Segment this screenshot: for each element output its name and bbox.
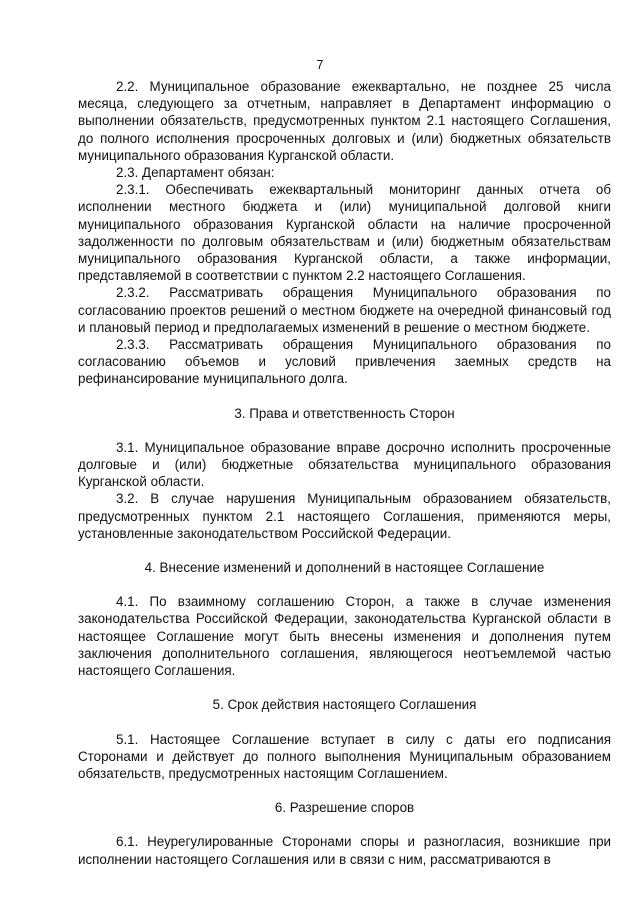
paragraph-5-1: 5.1. Настоящее Соглашение вступает в силу с даты его подписания Сторонами и действует до полного выполнения Муниципальным образованием обязательств, предусмотренных настоящим Соглашением. [78, 731, 611, 781]
paragraph-2-3-1: 2.3.1. Обеспечивать ежеквартальный мониторинг данных отчета об исполнении местного бюджета и (или) муниципальной долговой книги муниципального образования Курганской области на наличие просроченной задолженности по долговым обязательствам и (или) бюджетным обязательствам муниципального образования Курганской области, а также информации, представляемой в соответствии с пунктом 2.2 настоящего Соглашения. [78, 182, 611, 284]
section-heading-4: 4. Внесение изменений и дополнений в настоящее Соглашение [144, 560, 545, 576]
paragraph-3-2: 3.2. В случае нарушения Муниципальным образованием обязательств, предусмотренных пунктом 2.1 настоящего Соглашения, применяются меры, установленные законодательством Российской Федерации. [78, 491, 611, 541]
paragraph-6-1: 6.1. Неурегулированные Сторонами споры и разногласия, возникшие при исполнении настоящего Соглашения или в связи с ним, рассматриваются в [78, 834, 611, 867]
paragraph-2-3: 2.3. Департамент обязан: [116, 165, 275, 181]
section-heading-3: 3. Права и ответственность Сторон [234, 405, 455, 421]
section-heading-5: 5. Срок действия настоящего Соглашения [212, 697, 477, 713]
paragraph-2-3-2: 2.3.2. Рассматривать обращения Муниципального образования по согласованию проектов решений о местном бюджете на очередной финансовый год и плановый период и предполагаемых изменений в решение о местном бюджете. [78, 285, 611, 335]
paragraph-4-1: 4.1. По взаимному соглашению Сторон, а также в случае изменения законодательства Российской Федерации, законодательства Курганской области в настоящее Соглашение могут быть внесены изменения и дополнения путем заключения дополнительного соглашения, являющегося неотъемлемой частью настоящего Соглашения. [78, 594, 611, 679]
paragraph-2-3-3: 2.3.3. Рассматривать обращения Муниципального образования по согласованию объемов и условий привлечения заемных средств на рефинансирование муниципального долга. [78, 337, 611, 387]
document-body [78, 78, 611, 868]
section-heading-6: 6. Разрешение споров [274, 800, 415, 816]
paragraph-2-2: 2.2. Муниципальное образование ежеквартально, не позднее 25 числа месяца, следующего за отчетным, направляет в Департамент информацию о выполнении обязательств, предусмотренных пунктом 2.1 настоящего Соглашения, до полного исполнения просроченных долговых и (или) бюджетных обязательств муниципального образования Курганской области. [78, 79, 611, 163]
page-number: 7 [316, 58, 324, 72]
paragraph-3-1: 3.1. Муниципальное образование вправе досрочно исполнить просроченные долговые и (или) бюджетные обязательства муниципального образования Курганской области. [78, 439, 611, 490]
